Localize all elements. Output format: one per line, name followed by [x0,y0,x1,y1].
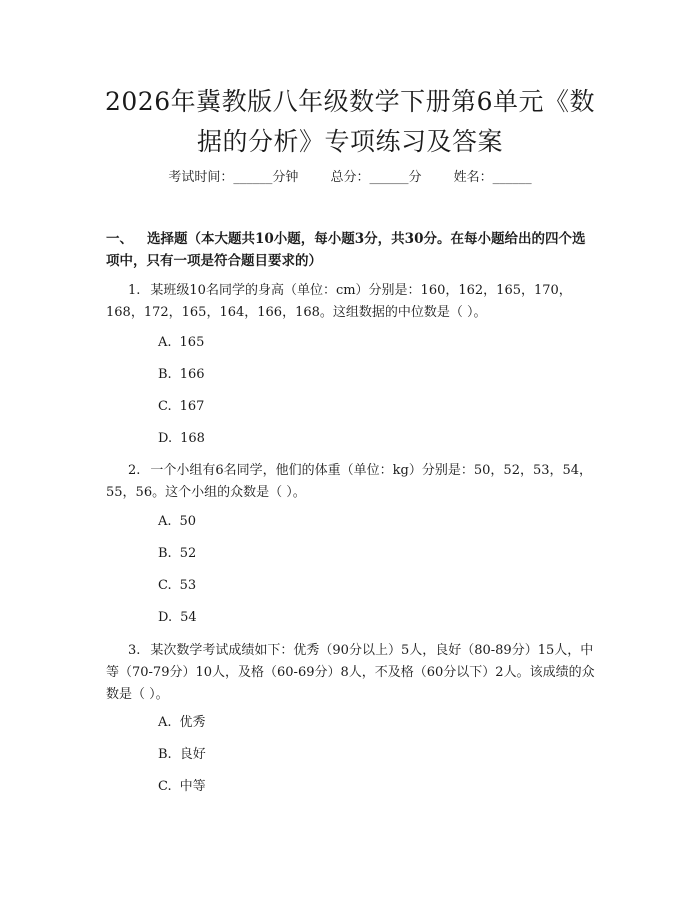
exam-score: 总分：______分 [330,170,422,185]
option-text: 52 [179,546,197,561]
question-number: 2. [128,463,141,478]
option-label: B. [158,546,172,561]
option-label: A. [158,715,172,730]
question-2-option-d [158,608,197,628]
question-3-option-b [158,745,206,765]
exam-meta [0,168,700,188]
option-text: 中等 [179,779,206,794]
option-text: 167 [179,399,205,414]
question-text: 某班级10名同学的身高（单位：cm）分别是：160，162，165，170，168，172，165，164，166，168。这组数据的中位数是（ ）。 [106,283,572,320]
option-label: B. [158,747,172,762]
option-text: 50 [179,514,197,529]
section-number: 一、 [106,231,133,247]
option-text: 优秀 [179,715,206,730]
section-text: 选择题（本大题共10小题，每小题3分，共30分。在每小题给出的四个选项中，只有一项是符合题目要求的） [106,231,586,269]
option-label: C. [158,578,172,593]
option-text: 165 [179,335,205,350]
option-label: D. [158,610,173,625]
question-text: 一个小组有6名同学，他们的体重（单位：kg）分别是：50，52，53，54，55，56。这个小组的众数是（ ）。 [106,463,593,500]
option-text: 良好 [179,747,206,762]
option-label: C. [158,779,172,794]
option-label: C. [158,399,172,414]
option-text: 53 [179,578,197,593]
option-text: 168 [180,431,205,446]
question-number: 1. [128,283,141,298]
option-text: 166 [179,367,205,382]
question-3-option-c [158,777,206,797]
option-label: D. [158,431,173,446]
option-text: 54 [180,610,197,625]
question-2-option-a [158,512,196,532]
section-heading [106,228,596,272]
student-name: 姓名：______ [453,170,532,185]
question-number: 3. [128,643,141,658]
question-1-option-d [158,429,205,449]
question-3 [106,640,596,706]
question-text: 某次数学考试成绩如下：优秀（90分以上）5人，良好（80-89分）15人，中等（70-79分）10人，及格（60-69分）8人，不及格（60分以下）2人。该成绩的众数是（ ）。 [106,643,595,702]
document-title: 2026年冀教版八年级数学下册第6单元《数据的分析》专项练习及答案 [104,87,596,156]
option-label: B. [158,367,172,382]
question-3-option-a [158,713,206,733]
exam-time: 考试时间：______分钟 [168,170,299,185]
option-label: A. [158,335,172,350]
option-label: A. [158,514,172,529]
question-2-option-b [158,544,196,564]
question-1 [106,280,596,324]
question-2 [106,460,596,504]
question-1-option-c [158,397,204,417]
question-2-option-c [158,576,196,596]
question-1-option-b [158,365,205,385]
question-1-option-a [158,333,204,353]
